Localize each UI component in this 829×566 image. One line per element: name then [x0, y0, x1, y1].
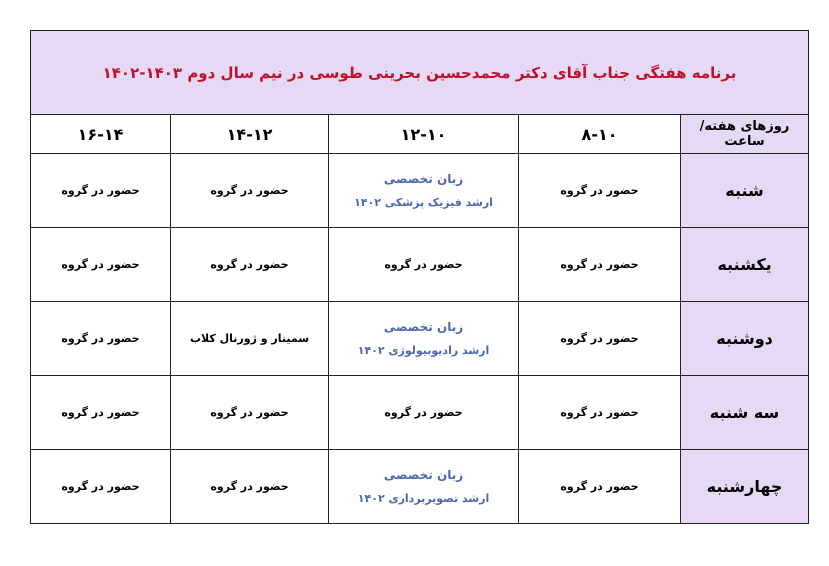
slot-header: ۸-۱۰ [519, 115, 681, 154]
day-label: سه شنبه [681, 376, 809, 450]
header-row [31, 115, 809, 154]
activity-cell: حضور در گروه [519, 302, 681, 376]
activity-cell: حضور در گروه [171, 228, 329, 302]
course-block [329, 315, 518, 363]
activity-cell: حضور در گروه [171, 154, 329, 228]
activity-cell: حضور در گروه [171, 376, 329, 450]
activity-cell: حضور در گروه [31, 154, 171, 228]
course-cell [329, 154, 519, 228]
weekly-schedule-table [30, 30, 809, 524]
activity-cell: حضور در گروه [329, 228, 519, 302]
slot-header: ۱۶-۱۴ [31, 115, 171, 154]
table-row [31, 228, 809, 302]
day-label: شنبه [681, 154, 809, 228]
activity-cell: حضور در گروه [31, 376, 171, 450]
table-row [31, 450, 809, 524]
slot-header: ۱۲-۱۰ [329, 115, 519, 154]
course-name: زبان تخصصی [383, 171, 464, 186]
table-row [31, 302, 809, 376]
activity-cell: حضور در گروه [171, 450, 329, 524]
course-group: ارشد تصویربرداری ۱۴۰۲ [357, 491, 490, 505]
course-block [329, 167, 518, 215]
table-row [31, 376, 809, 450]
day-label: یکشنبه [681, 228, 809, 302]
table-row [31, 154, 809, 228]
activity-cell: حضور در گروه [519, 376, 681, 450]
activity-cell: حضور در گروه [329, 376, 519, 450]
activity-cell: حضور در گروه [31, 302, 171, 376]
course-name: زبان تخصصی [383, 467, 464, 482]
course-group: ارشد فیزیک پزشکی ۱۴۰۲ [354, 195, 493, 209]
activity-cell: حضور در گروه [519, 228, 681, 302]
activity-cell: حضور در گروه [519, 450, 681, 524]
activity-cell: حضور در گروه [519, 154, 681, 228]
course-cell [329, 450, 519, 524]
course-cell [329, 302, 519, 376]
activity-cell: حضور در گروه [31, 228, 171, 302]
corner-header: روزهای هفته/ساعت [681, 115, 809, 154]
activity-cell: حضور در گروه [31, 450, 171, 524]
schedule-title: برنامه هفتگی جناب آقای دکتر محمدحسین بحرینی طوسی در نیم سال دوم ۱۴۰۳-۱۴۰۲ [31, 31, 809, 115]
activity-cell: سمینار و ژورنال کلاب [171, 302, 329, 376]
day-label: دوشنبه [681, 302, 809, 376]
slot-header: ۱۴-۱۲ [171, 115, 329, 154]
course-name: زبان تخصصی [383, 319, 464, 334]
day-label: چهارشنبه [681, 450, 809, 524]
schedule-sheet [30, 30, 808, 526]
course-group: ارشد رادیوبیولوژی ۱۴۰۲ [357, 343, 490, 357]
course-block [329, 463, 518, 511]
